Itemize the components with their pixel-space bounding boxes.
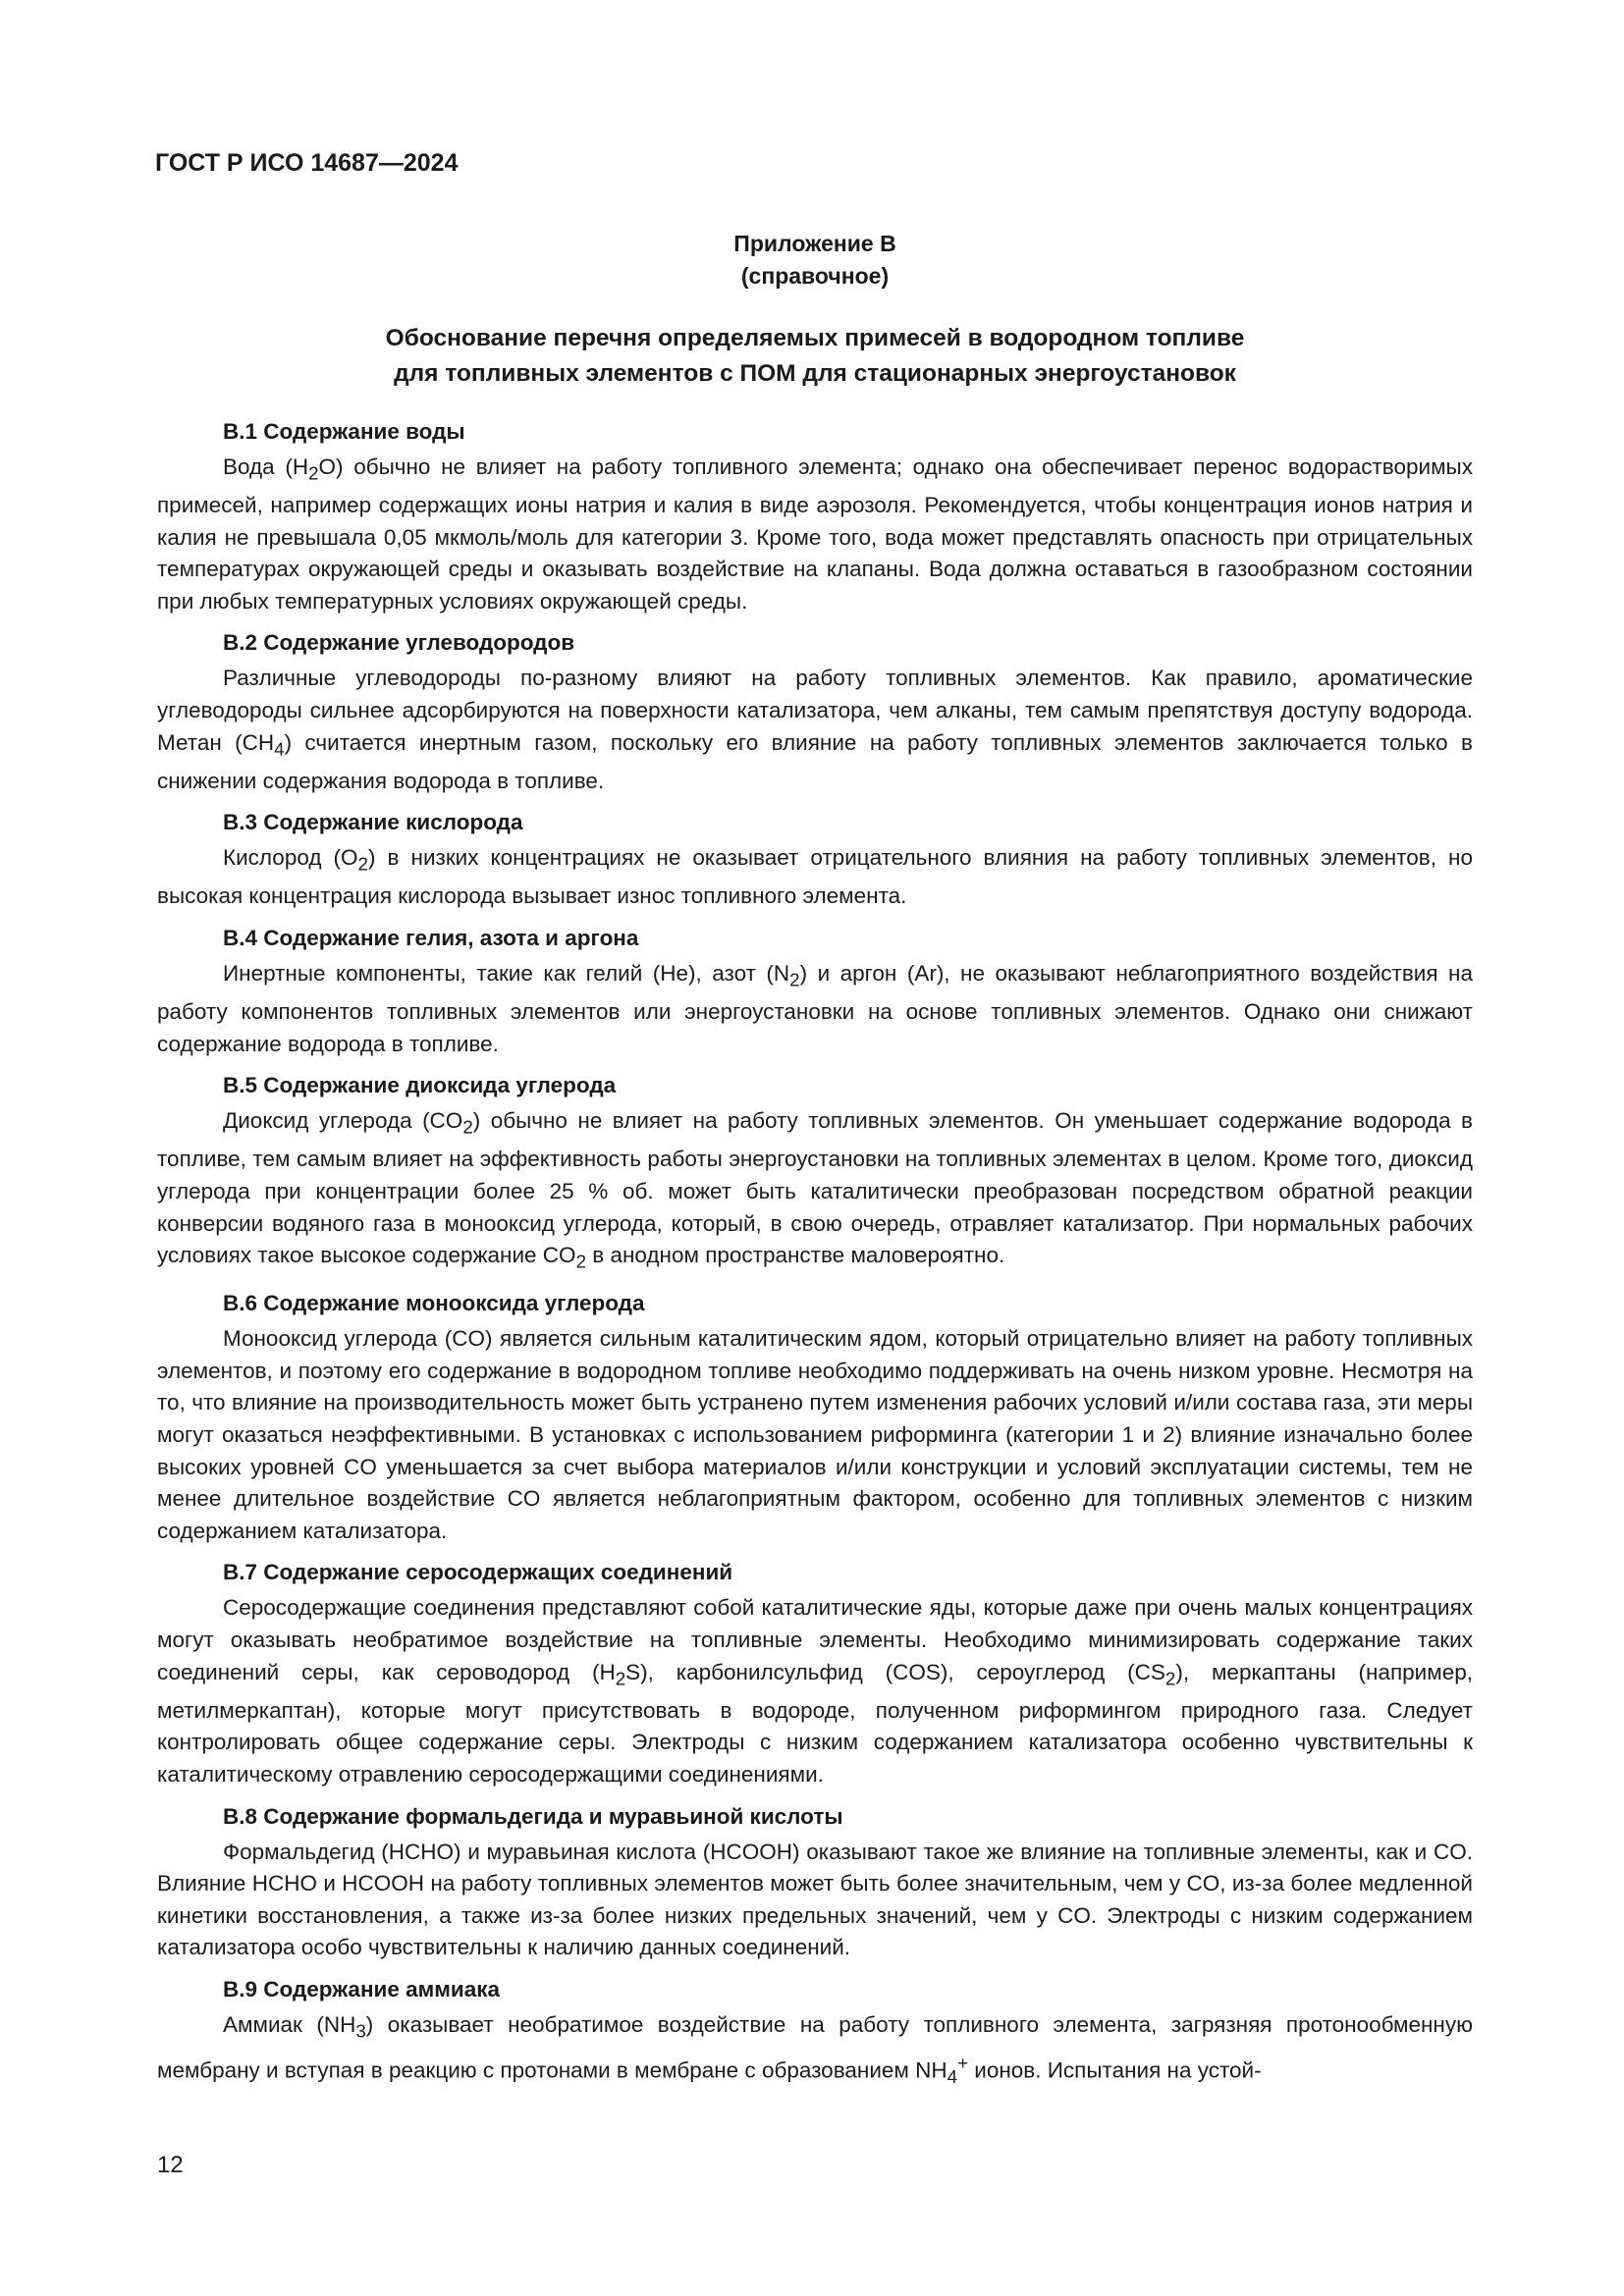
section-body: Аммиак $(NH_3)$ оказывает необратимое воздействие на работу топливного элемента, загрязняя протонообменную мембрану и вступая в реакцию с протонами в мембране с образованием $NH_4^+$ ионов. Испытания на устой- (157, 2011, 1473, 2087)
section-b8 (157, 1800, 1473, 1964)
annex-title-line-1: Обоснование перечня определяемых примесей в водородном топливе (385, 325, 1245, 351)
annex-heading (157, 228, 1473, 293)
section-b3 (157, 806, 1473, 913)
section-b6 (157, 1287, 1473, 1547)
section-heading: B.2 Содержание углеводородов (223, 630, 575, 656)
page-number: 12 (157, 2152, 184, 2178)
section-body: Формальдегид (HCHO) и муравьиная кислота (HCOOH) оказывают такое же влияние на топливные элементы, как и CO. Влияние HCHO и HCOOH на работу топливных элементов может быть более значительным, чем у CO, из-за более медленной кинетики восстановления, а также из-за более низких предельных значений, чем у CO. Электроды с низким содержанием катализатора особо чувствительны к наличию данных соединений. (157, 1839, 1473, 1960)
section-b4 (157, 922, 1473, 1060)
section-b2 (157, 626, 1473, 797)
section-b7 (157, 1556, 1473, 1790)
section-heading: B.1 Содержание воды (223, 419, 465, 444)
section-body: Вода $(H_2O)$ обычно не влияет на работу топливного элемента; однако она обеспечивает перенос водорастворимых примесей, например содержащих ионы натрия и калия в виде аэрозоля. Рекомендуется, чтобы концентрация ионов натрия и калия не превышала 0,05 мкмоль/моль для категории 3. Кроме того, вода может представлять опасность при отрицательных температурах окружающей среды и оказывать воздействие на клапаны. Вода должна оставаться в газообразном состоянии при любых температурных условиях окружающей среды. (157, 454, 1473, 614)
annex-title-line-2: для топливных элементов с ПОМ для стационарных энергоустановок (394, 360, 1236, 387)
section-b5 (157, 1069, 1473, 1278)
section-b9 (157, 1973, 1473, 2094)
section-heading: B.5 Содержание диоксида углерода (223, 1073, 617, 1098)
section-body: Диоксид углерода $(CO_2)$ обычно не влияет на работу топливных элементов. Он уменьшает содержание водорода в топливе, тем самым влияет на эффективность работы энергоустановки на топливных элементах в целом. Кроме того, диоксид углерода при концентрации более 25 % об. может быть каталитически преобразован посредством обратной реакции конверсии водяного газа в монооксид углерода, который, в свою очередь, отравляет катализатор. При нормальных рабочих условиях такое высокое содержание $CO_2$ в анодном пространстве маловероятно. (157, 1108, 1473, 1272)
section-heading: B.3 Содержание кислорода (223, 810, 523, 835)
sections-container (157, 415, 1473, 2103)
annex-label: Приложение B (733, 231, 896, 256)
section-body: Различные углеводороды по-разному влияют на работу топливных элементов. Как правило, ароматические углеводороды сильнее адсорбируются на поверхности катализатора, чем алканы, тем самым препятствуя доступу водорода. Метан $(CH_4)$ считается инертным газом, поскольку его влияние на работу топливных элементов заключается только в снижении содержания водорода в топливе. (157, 666, 1473, 793)
section-body: Кислород $(O_2)$ в низких концентрациях не оказывает отрицательного влияния на работу топливных элементов, но высокая концентрация кислорода вызывает износ топливного элемента. (157, 845, 1473, 909)
annex-type: (справочное) (740, 263, 890, 289)
section-body: Инертные компоненты, такие как гелий (He), азот $(N_2)$ и аргон (Ar), не оказывают неблагоприятного воздействия на работу компонентов топливных элементов или энергоустановки на основе топливных элементов. Однако они снижают содержание водорода в топливе. (157, 961, 1473, 1056)
section-heading: B.4 Содержание гелия, азота и аргона (223, 926, 639, 951)
document-header: ГОСТ Р ИСО 14687—2024 (155, 149, 459, 177)
annex-title (157, 321, 1473, 392)
section-b1 (157, 415, 1473, 617)
section-heading: B.8 Содержание формальдегида и муравьиной кислоты (223, 1803, 843, 1829)
section-body: Серосодержащие соединения представляют собой каталитические яды, которые даже при очень малых концентрациях могут оказывать необратимое воздействие на топливные элементы. Необходимо минимизировать содержание таких соединений серы, как сероводород $(H_2S)$, карбонилсульфид (COS), сероуглерод $(CS_2)$, меркаптаны (например, метилмеркаптан), которые могут присутствовать в водороде, полученном риформингом природного газа. Следует контролировать общее содержание серы. Электроды с низким содержанием катализатора особенно чувствительны к каталитическому отравлению серосодержащими соединениями. (157, 1595, 1473, 1787)
section-heading: B.7 Содержание серосодержащих соединений (223, 1560, 733, 1585)
section-heading: B.9 Содержание аммиака (223, 1976, 501, 2002)
section-body: Монооксид углерода (CO) является сильным каталитическим ядом, который отрицательно влияет на работу топливных элементов, и поэтому его содержание в водородном топливе необходимо поддерживать на очень низком уровне. Несмотря на то, что влияние на производительность может быть устранено путем изменения рабочих условий и/или состава газа, эти меры могут оказаться неэффективными. В установках с использованием риформинга (категории 1 и 2) влияние изначально более высоких уровней CO уменьшается за счет выбора материалов и/или конструкции и условий эксплуатации системы, тем не менее длительное воздействие CO является неблагоприятным фактором, особенно для топливных элементов с низким содержанием катализатора. (157, 1326, 1473, 1543)
section-heading: B.6 Содержание монооксида углерода (223, 1291, 645, 1316)
